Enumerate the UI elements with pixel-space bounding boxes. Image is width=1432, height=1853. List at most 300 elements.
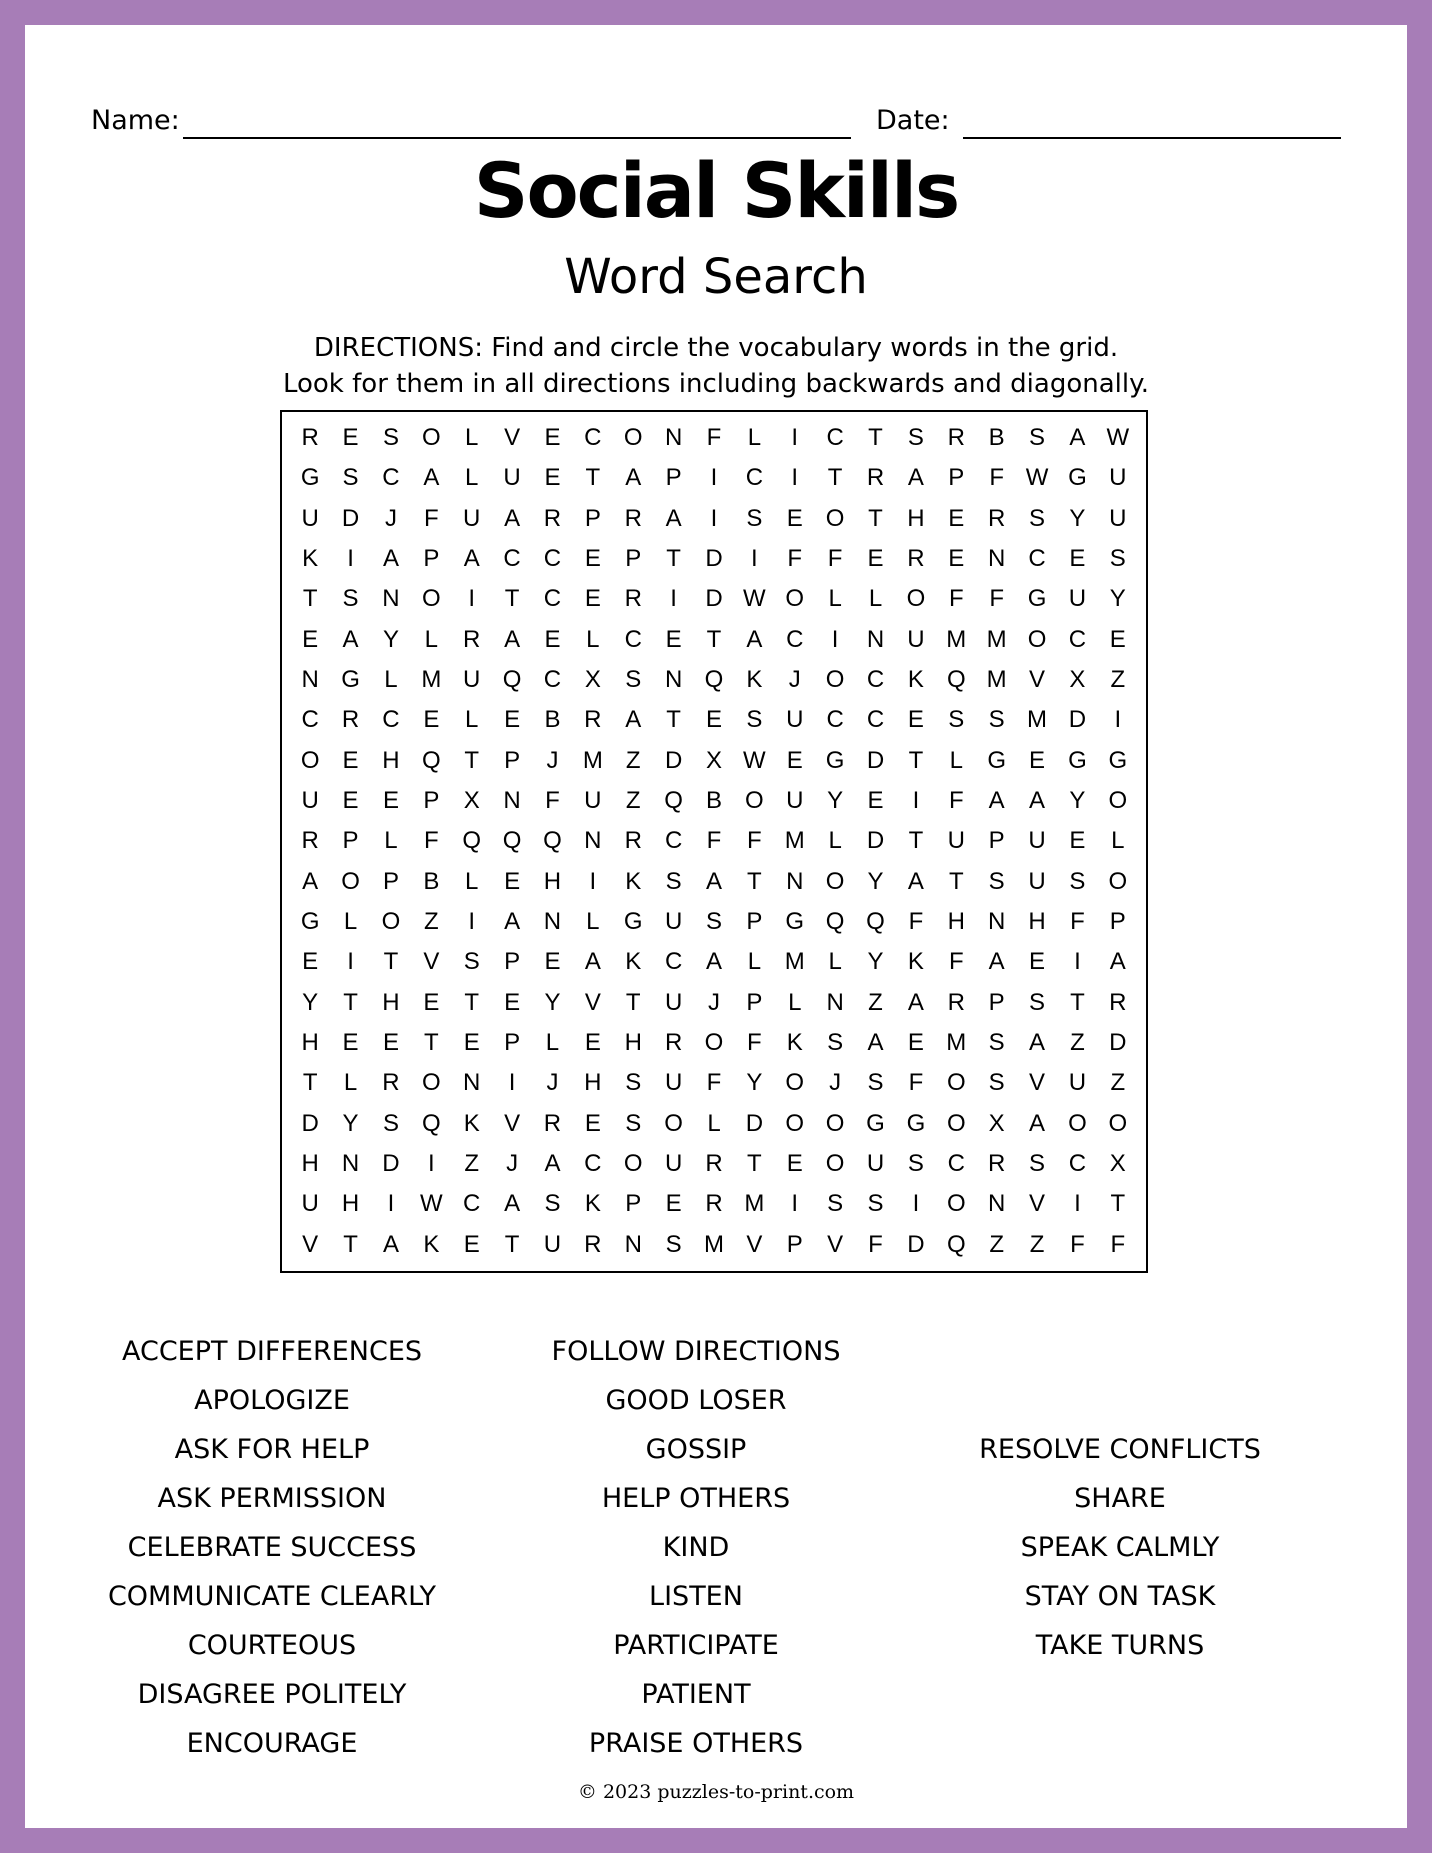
grid-letter[interactable]: A xyxy=(504,908,521,936)
grid-letter[interactable]: Y xyxy=(827,787,844,815)
grid-letter[interactable]: O xyxy=(623,1150,643,1178)
grid-letter[interactable]: O xyxy=(906,585,926,613)
grid-letter[interactable]: N xyxy=(987,1190,1006,1218)
grid-letter[interactable]: Z xyxy=(625,787,641,815)
grid-letter[interactable]: E xyxy=(302,625,319,653)
grid-letter[interactable]: P xyxy=(786,1230,803,1258)
grid-letter[interactable]: A xyxy=(423,464,440,492)
grid-letter[interactable]: F xyxy=(423,504,439,532)
grid-letter[interactable]: Q xyxy=(704,666,724,694)
grid-letter[interactable]: L xyxy=(343,908,358,936)
grid-letter[interactable]: O xyxy=(785,1109,805,1137)
grid-letter[interactable]: L xyxy=(545,1029,560,1057)
grid-letter[interactable]: F xyxy=(948,787,964,815)
grid-letter[interactable]: R xyxy=(947,424,965,452)
grid-letter[interactable]: S xyxy=(827,1190,844,1218)
grid-letter[interactable]: U xyxy=(786,787,804,815)
grid-letter[interactable]: H xyxy=(1028,908,1046,936)
grid-letter[interactable]: R xyxy=(584,1230,602,1258)
grid-letter[interactable]: R xyxy=(987,504,1006,532)
grid-letter[interactable]: S xyxy=(665,1230,682,1258)
grid-letter[interactable]: M xyxy=(946,625,967,653)
grid-letter[interactable]: C xyxy=(584,1150,602,1178)
grid-letter[interactable]: T xyxy=(827,464,843,492)
grid-letter[interactable]: E xyxy=(786,746,803,774)
grid-letter[interactable]: X xyxy=(463,787,480,815)
grid-letter[interactable]: T xyxy=(585,464,601,492)
grid-letter[interactable]: J xyxy=(506,1150,519,1178)
grid-letter[interactable]: L xyxy=(949,746,963,774)
grid-letter[interactable]: J xyxy=(788,666,801,694)
grid-letter[interactable]: E xyxy=(504,988,521,1016)
grid-letter[interactable]: U xyxy=(1068,1069,1087,1097)
grid-letter[interactable]: K xyxy=(907,948,924,976)
grid-letter[interactable]: O xyxy=(1108,867,1128,895)
grid-letter[interactable]: P xyxy=(1109,908,1126,936)
grid-letter[interactable]: N xyxy=(866,625,885,653)
grid-letter[interactable]: V xyxy=(423,948,440,976)
grid-letter[interactable]: C xyxy=(382,706,400,734)
grid-letter[interactable]: E xyxy=(1109,625,1126,653)
grid-letter[interactable]: H xyxy=(907,504,925,532)
grid-letter[interactable]: J xyxy=(707,988,720,1016)
grid-letter[interactable]: L xyxy=(384,827,398,855)
grid-letter[interactable]: D xyxy=(866,827,885,855)
grid-letter[interactable]: S xyxy=(382,424,399,452)
grid-letter[interactable]: A xyxy=(907,988,924,1016)
grid-letter[interactable]: R xyxy=(543,1109,562,1137)
grid-letter[interactable]: E xyxy=(382,787,399,815)
grid-letter[interactable]: L xyxy=(465,424,479,452)
grid-letter[interactable]: F xyxy=(747,827,762,855)
grid-letter[interactable]: E xyxy=(584,1109,601,1137)
grid-letter[interactable]: R xyxy=(624,585,642,613)
grid-letter[interactable]: S xyxy=(988,867,1005,895)
grid-letter[interactable]: S xyxy=(625,1069,642,1097)
grid-letter[interactable]: B xyxy=(705,787,722,815)
grid-letter[interactable]: Y xyxy=(544,988,561,1016)
grid-letter[interactable]: A xyxy=(463,545,480,573)
grid-letter[interactable]: I xyxy=(791,1190,799,1218)
grid-letter[interactable]: Y xyxy=(382,625,399,653)
grid-letter[interactable]: E xyxy=(907,706,924,734)
grid-letter[interactable]: R xyxy=(866,464,885,492)
grid-letter[interactable]: X xyxy=(1069,666,1086,694)
grid-letter[interactable]: R xyxy=(947,988,965,1016)
grid-letter[interactable]: R xyxy=(584,706,602,734)
grid-letter[interactable]: G xyxy=(1068,746,1087,774)
grid-letter[interactable]: O xyxy=(421,585,441,613)
grid-letter[interactable]: C xyxy=(1068,1150,1087,1178)
grid-letter[interactable]: H xyxy=(543,867,562,895)
grid-letter[interactable]: F xyxy=(706,424,722,452)
grid-letter[interactable]: N xyxy=(503,787,521,815)
grid-letter[interactable]: U xyxy=(1068,585,1087,613)
grid-letter[interactable]: S xyxy=(827,1029,844,1057)
grid-letter[interactable]: A xyxy=(1109,948,1126,976)
grid-letter[interactable]: D xyxy=(705,585,723,613)
grid-letter[interactable]: X xyxy=(1109,1150,1126,1178)
grid-letter[interactable]: O xyxy=(704,1029,724,1057)
grid-letter[interactable]: R xyxy=(301,827,319,855)
grid-letter[interactable]: I xyxy=(508,1069,516,1097)
grid-letter[interactable]: O xyxy=(1068,1109,1087,1137)
grid-letter[interactable]: A xyxy=(504,504,521,532)
grid-letter[interactable]: R xyxy=(987,1150,1006,1178)
grid-letter[interactable]: E xyxy=(504,867,521,895)
grid-letter[interactable]: V xyxy=(827,1230,844,1258)
grid-letter[interactable]: I xyxy=(468,908,476,936)
grid-letter[interactable]: F xyxy=(423,827,439,855)
grid-letter[interactable]: Y xyxy=(867,948,884,976)
grid-letter[interactable]: N xyxy=(543,908,562,936)
grid-letter[interactable]: U xyxy=(907,625,925,653)
grid-letter[interactable]: U xyxy=(463,666,481,694)
grid-letter[interactable]: R xyxy=(705,1190,723,1218)
grid-letter[interactable]: R xyxy=(1109,988,1127,1016)
grid-letter[interactable]: S xyxy=(342,585,359,613)
grid-letter[interactable]: T xyxy=(302,585,318,613)
grid-letter[interactable]: O xyxy=(1108,787,1128,815)
grid-letter[interactable]: S xyxy=(1029,424,1046,452)
grid-letter[interactable]: E xyxy=(423,988,440,1016)
grid-letter[interactable]: F xyxy=(868,1230,883,1258)
grid-letter[interactable]: N xyxy=(382,585,400,613)
grid-letter[interactable]: O xyxy=(381,908,401,936)
grid-letter[interactable]: U xyxy=(301,504,319,532)
grid-letter[interactable]: X xyxy=(988,1109,1005,1137)
grid-letter[interactable]: K xyxy=(463,1109,480,1137)
grid-letter[interactable]: R xyxy=(341,706,360,734)
grid-letter[interactable]: I xyxy=(589,867,597,895)
grid-letter[interactable]: A xyxy=(504,1190,521,1218)
grid-letter[interactable]: C xyxy=(1068,625,1087,653)
grid-letter[interactable]: X xyxy=(705,746,722,774)
grid-letter[interactable]: C xyxy=(826,706,844,734)
grid-letter[interactable]: E xyxy=(463,1029,480,1057)
grid-letter[interactable]: Z xyxy=(1110,1069,1126,1097)
grid-letter[interactable]: G xyxy=(987,746,1006,774)
grid-letter[interactable]: S xyxy=(1029,504,1046,532)
grid-letter[interactable]: Q xyxy=(421,1109,441,1137)
grid-letter[interactable]: W xyxy=(420,1190,443,1218)
grid-letter[interactable]: V xyxy=(504,1109,521,1137)
grid-letter[interactable]: G xyxy=(1068,464,1087,492)
grid-letter[interactable]: G xyxy=(1027,585,1047,613)
grid-letter[interactable]: S xyxy=(746,706,763,734)
grid-letter[interactable]: O xyxy=(825,504,845,532)
grid-letter[interactable]: U xyxy=(1028,827,1046,855)
grid-letter[interactable]: I xyxy=(347,948,354,976)
grid-letter[interactable]: C xyxy=(866,666,885,694)
grid-letter[interactable]: R xyxy=(543,504,562,532)
grid-letter[interactable]: I xyxy=(791,424,799,452)
grid-letter[interactable]: P xyxy=(423,545,440,573)
grid-letter[interactable]: O xyxy=(341,867,360,895)
grid-letter[interactable]: G xyxy=(1108,746,1128,774)
grid-letter[interactable]: I xyxy=(1074,1190,1081,1218)
grid-letter[interactable]: G xyxy=(300,908,320,936)
grid-letter[interactable]: H xyxy=(301,1029,319,1057)
grid-letter[interactable]: T xyxy=(868,504,883,532)
grid-letter[interactable]: L xyxy=(868,585,883,613)
grid-letter[interactable]: E xyxy=(584,1029,601,1057)
grid-letter[interactable]: Z xyxy=(1029,1230,1045,1258)
grid-letter[interactable]: Z xyxy=(625,746,641,774)
grid-letter[interactable]: O xyxy=(664,1109,683,1137)
grid-letter[interactable]: Q xyxy=(462,827,482,855)
grid-letter[interactable]: P xyxy=(504,1029,521,1057)
grid-letter[interactable]: I xyxy=(912,1190,920,1218)
grid-letter[interactable]: U xyxy=(664,908,683,936)
grid-letter[interactable]: K xyxy=(423,1230,440,1258)
grid-letter[interactable]: P xyxy=(504,746,521,774)
grid-letter[interactable]: T xyxy=(1110,1190,1126,1218)
grid-letter[interactable]: H xyxy=(382,746,400,774)
grid-letter[interactable]: Z xyxy=(989,1230,1004,1258)
grid-letter[interactable]: N xyxy=(584,827,602,855)
grid-letter[interactable]: B xyxy=(544,706,561,734)
grid-letter[interactable]: Y xyxy=(1069,787,1086,815)
grid-letter[interactable]: S xyxy=(665,867,682,895)
grid-letter[interactable]: U xyxy=(664,1069,683,1097)
grid-letter[interactable]: Z xyxy=(464,1150,480,1178)
grid-letter[interactable]: J xyxy=(546,746,559,774)
grid-letter[interactable]: F xyxy=(827,545,843,573)
grid-letter[interactable]: E xyxy=(382,1029,399,1057)
grid-letter[interactable]: U xyxy=(503,464,521,492)
grid-letter[interactable]: V xyxy=(504,424,521,452)
grid-letter[interactable]: Q xyxy=(946,666,966,694)
grid-letter[interactable]: O xyxy=(825,867,845,895)
grid-letter[interactable]: I xyxy=(751,545,758,573)
grid-letter[interactable]: Q xyxy=(866,908,885,936)
grid-letter[interactable]: E xyxy=(1029,948,1046,976)
grid-letter[interactable]: U xyxy=(786,706,804,734)
grid-letter[interactable]: C xyxy=(624,625,642,653)
grid-letter[interactable]: R xyxy=(382,1069,400,1097)
grid-letter[interactable]: F xyxy=(908,1069,924,1097)
grid-letter[interactable]: A xyxy=(504,625,521,653)
grid-letter[interactable]: D xyxy=(1109,1029,1127,1057)
grid-letter[interactable]: D xyxy=(745,1109,764,1137)
grid-letter[interactable]: W xyxy=(743,585,766,613)
grid-letter[interactable]: A xyxy=(907,867,924,895)
grid-letter[interactable]: F xyxy=(545,787,560,815)
grid-letter[interactable]: O xyxy=(421,1069,441,1097)
grid-letter[interactable]: F xyxy=(787,545,803,573)
grid-letter[interactable]: O xyxy=(785,585,805,613)
grid-letter[interactable]: H xyxy=(584,1069,602,1097)
grid-letter[interactable]: L xyxy=(465,867,479,895)
grid-letter[interactable]: Z xyxy=(423,908,439,936)
grid-letter[interactable]: L xyxy=(465,706,479,734)
grid-letter[interactable]: L xyxy=(828,827,842,855)
grid-letter[interactable]: E xyxy=(584,585,601,613)
grid-letter[interactable]: Z xyxy=(1070,1029,1085,1057)
grid-letter[interactable]: O xyxy=(946,1109,966,1137)
grid-letter[interactable]: F xyxy=(706,1069,722,1097)
grid-letter[interactable]: E xyxy=(423,706,440,734)
grid-letter[interactable]: G xyxy=(825,746,845,774)
grid-letter[interactable]: E xyxy=(342,787,359,815)
grid-letter[interactable]: Z xyxy=(868,988,883,1016)
grid-letter[interactable]: A xyxy=(907,464,924,492)
grid-letter[interactable]: T xyxy=(423,1029,439,1057)
grid-letter[interactable]: M xyxy=(784,827,805,855)
grid-letter[interactable]: E xyxy=(665,625,682,653)
grid-letter[interactable]: N xyxy=(341,1150,360,1178)
grid-letter[interactable]: R xyxy=(624,827,642,855)
grid-letter[interactable]: N xyxy=(987,908,1006,936)
grid-letter[interactable]: K xyxy=(625,948,642,976)
grid-letter[interactable]: I xyxy=(1074,948,1081,976)
grid-letter[interactable]: I xyxy=(427,1150,435,1178)
grid-letter[interactable]: S xyxy=(1029,988,1046,1016)
grid-letter[interactable]: F xyxy=(948,948,964,976)
grid-letter[interactable]: N xyxy=(826,988,844,1016)
grid-letter[interactable]: D xyxy=(341,504,360,532)
grid-letter[interactable]: D xyxy=(866,746,885,774)
grid-letter[interactable]: P xyxy=(988,827,1005,855)
grid-letter[interactable]: P xyxy=(342,827,359,855)
grid-letter[interactable]: G xyxy=(341,666,360,694)
grid-letter[interactable]: L xyxy=(384,666,398,694)
grid-letter[interactable]: P xyxy=(988,988,1005,1016)
grid-letter[interactable]: D xyxy=(301,1109,319,1137)
grid-letter[interactable]: S xyxy=(1029,1150,1046,1178)
grid-letter[interactable]: M xyxy=(582,746,603,774)
grid-letter[interactable]: L xyxy=(1111,827,1125,855)
grid-letter[interactable]: T xyxy=(343,1230,358,1258)
grid-letter[interactable]: E xyxy=(867,545,884,573)
grid-letter[interactable]: P xyxy=(948,464,965,492)
grid-letter[interactable]: O xyxy=(745,787,764,815)
grid-letter[interactable]: E xyxy=(342,424,359,452)
grid-letter[interactable]: O xyxy=(623,424,643,452)
grid-letter[interactable]: V xyxy=(302,1230,319,1258)
grid-letter[interactable]: S xyxy=(382,1109,399,1137)
grid-letter[interactable]: D xyxy=(705,545,723,573)
grid-letter[interactable]: A xyxy=(342,625,359,653)
grid-letter[interactable]: S xyxy=(907,1150,924,1178)
grid-letter[interactable]: S xyxy=(867,1190,884,1218)
grid-letter[interactable]: G xyxy=(866,1109,885,1137)
grid-letter[interactable]: D xyxy=(907,1230,925,1258)
grid-letter[interactable]: A xyxy=(1069,424,1086,452)
grid-letter[interactable]: U xyxy=(301,787,319,815)
grid-letter[interactable]: T xyxy=(948,867,964,895)
grid-letter[interactable]: S xyxy=(948,706,965,734)
grid-letter[interactable]: K xyxy=(907,666,924,694)
grid-letter[interactable]: Y xyxy=(342,1109,359,1137)
grid-letter[interactable]: M xyxy=(986,666,1007,694)
grid-letter[interactable]: C xyxy=(382,464,400,492)
grid-letter[interactable]: E xyxy=(786,1150,803,1178)
grid-letter[interactable]: N xyxy=(786,867,804,895)
grid-letter[interactable]: R xyxy=(664,1029,683,1057)
grid-letter[interactable]: E xyxy=(786,504,803,532)
grid-letter[interactable]: U xyxy=(947,827,965,855)
grid-letter[interactable]: Z xyxy=(1110,666,1126,694)
grid-letter[interactable]: T xyxy=(383,948,399,976)
grid-letter[interactable]: W xyxy=(1106,424,1130,452)
grid-letter[interactable]: L xyxy=(828,948,842,976)
grid-letter[interactable]: F xyxy=(1110,1230,1126,1258)
grid-letter[interactable]: P xyxy=(625,545,642,573)
grid-letter[interactable]: E xyxy=(705,706,722,734)
grid-letter[interactable]: R xyxy=(907,545,925,573)
grid-letter[interactable]: Y xyxy=(867,867,884,895)
grid-letter[interactable]: B xyxy=(423,867,440,895)
grid-letter[interactable]: S xyxy=(625,1109,642,1137)
grid-letter[interactable]: L xyxy=(788,988,802,1016)
grid-letter[interactable]: E xyxy=(948,545,965,573)
grid-letter[interactable]: I xyxy=(670,585,677,613)
grid-letter[interactable]: U xyxy=(664,1150,683,1178)
grid-letter[interactable]: S xyxy=(907,424,924,452)
grid-letter[interactable]: N xyxy=(664,424,683,452)
grid-letter[interactable]: F xyxy=(989,464,1004,492)
grid-letter[interactable]: T xyxy=(464,746,480,774)
grid-letter[interactable]: J xyxy=(829,1069,842,1097)
grid-letter[interactable]: T xyxy=(706,625,722,653)
grid-letter[interactable]: P xyxy=(382,867,399,895)
grid-letter[interactable]: L xyxy=(828,585,842,613)
grid-letter[interactable]: G xyxy=(785,908,805,936)
grid-letter[interactable]: T xyxy=(504,585,520,613)
grid-letter[interactable]: F xyxy=(989,585,1004,613)
grid-letter[interactable]: Q xyxy=(502,666,522,694)
grid-letter[interactable]: U xyxy=(866,1150,885,1178)
grid-letter[interactable]: C xyxy=(503,545,521,573)
grid-letter[interactable]: E xyxy=(1069,545,1086,573)
grid-letter[interactable]: Y xyxy=(1069,504,1086,532)
grid-letter[interactable]: C xyxy=(543,666,562,694)
grid-letter[interactable]: R xyxy=(624,504,642,532)
grid-letter[interactable]: V xyxy=(1029,1069,1046,1097)
grid-letter[interactable]: C xyxy=(664,827,683,855)
grid-letter[interactable]: L xyxy=(343,1069,358,1097)
grid-letter[interactable]: O xyxy=(1027,625,1047,653)
grid-letter[interactable]: A xyxy=(1029,1109,1046,1137)
grid-letter[interactable]: W xyxy=(1025,464,1049,492)
grid-letter[interactable]: G xyxy=(906,1109,926,1137)
grid-letter[interactable]: C xyxy=(947,1150,965,1178)
grid-letter[interactable]: B xyxy=(988,424,1005,452)
grid-letter[interactable]: J xyxy=(384,504,397,532)
grid-letter[interactable]: U xyxy=(1109,504,1127,532)
grid-letter[interactable]: N xyxy=(987,545,1006,573)
grid-letter[interactable]: C xyxy=(543,545,562,573)
grid-letter[interactable]: E xyxy=(544,424,561,452)
grid-letter[interactable]: T xyxy=(504,1230,520,1258)
grid-letter[interactable]: M xyxy=(421,666,442,694)
grid-letter[interactable]: K xyxy=(786,1029,803,1057)
grid-letter[interactable]: K xyxy=(625,867,642,895)
grid-letter[interactable]: P xyxy=(584,504,601,532)
grid-letter[interactable]: A xyxy=(625,464,642,492)
grid-letter[interactable]: A xyxy=(382,545,399,573)
grid-letter[interactable]: L xyxy=(747,424,762,452)
grid-letter[interactable]: V xyxy=(584,988,601,1016)
grid-letter[interactable]: O xyxy=(825,1109,845,1137)
grid-letter[interactable]: V xyxy=(1029,1190,1046,1218)
grid-letter[interactable]: Q xyxy=(421,746,441,774)
grid-letter[interactable]: E xyxy=(867,787,884,815)
grid-letter[interactable]: W xyxy=(743,746,766,774)
grid-letter[interactable]: E xyxy=(1029,746,1046,774)
